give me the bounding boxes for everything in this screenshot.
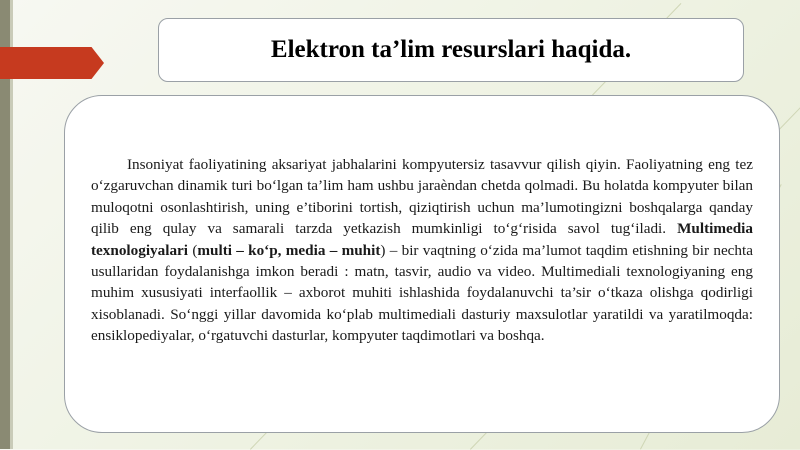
slide-title: Elektron ta’lim resurslari haqida. bbox=[270, 36, 632, 63]
term-multimedia: Multimedia texnologiyalari bbox=[91, 220, 753, 259]
title-box bbox=[158, 18, 744, 82]
paragraph-text-part2: ( bbox=[188, 241, 198, 259]
body-paragraph bbox=[91, 154, 753, 347]
paragraph-text-part1: Insoniyat faoliyatining aksariyat jabhalarini kompyutersiz tasavvur qilish qiyin. Faoliyatning eng tez o‘zgaruvchan dinamik turi bo‘lgan ta’lim ham ushbu jaraèndan chetda qolmadi. Bu holatda kompyuter bilan muloqotni osonlashtirish, uning e’tiborini tortish, qiziqtirish uchun ma’lumotingizni boshqalarga qanday qilib eng qulay va samarali tarzda yetkazish mumkinligi to‘g‘risida savol tug‘iladi. bbox=[91, 156, 753, 238]
paragraph-text-part3: ) – bir vaqtning o‘zida ma’lumot taqdim etishning bir nechta usullaridan foydalanishga imkon beradi : matn, tasvir, audio va video. Multimediali texnologiyaning eng muhim xususiyati interfaollik – axborot muhiti ishlashida foydalanuvchi ta’sir o‘tkaza olishga qodirligi xisoblanadi. So‘nggi yillar davomida ko‘plab multimediali dasturiy maxsulotlar yaratildi va yaratilmoqda: ensiklopediyalar, o‘rgatuvchi dasturlar, kompyuter taqdimotlari va boshqa. bbox=[91, 241, 753, 345]
term-explanation: multi – ko‘p, media – muhit bbox=[197, 241, 381, 259]
red-arrow-decoration bbox=[0, 47, 104, 79]
content-box bbox=[64, 95, 780, 433]
